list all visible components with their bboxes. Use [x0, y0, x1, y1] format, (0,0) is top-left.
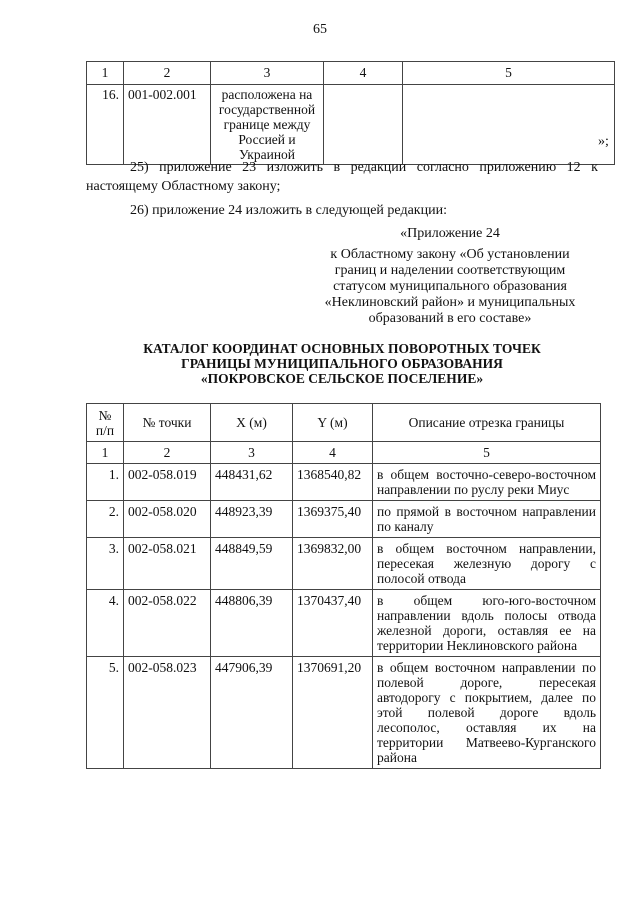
- y-coordinate: 1370437,40: [293, 590, 373, 657]
- segment-description: в общем восточно-северо-восточном направлении по руслу реки Миус: [373, 464, 601, 501]
- table-row: [87, 657, 601, 769]
- row-description: расположена на государственной границе между Россией и Украиной: [211, 85, 324, 165]
- header-cell: 4: [324, 62, 403, 85]
- appendix-line: границ и наделении соответствующим: [334, 263, 566, 278]
- header-cell: 2: [124, 62, 211, 85]
- row-number: 1.: [87, 464, 124, 501]
- column-number: 4: [293, 442, 373, 464]
- catalog-title: [86, 341, 598, 386]
- header-cell: 5: [403, 62, 615, 85]
- catalog-header-row: [87, 404, 601, 442]
- x-coordinate: 448849,59: [211, 538, 293, 590]
- catalog-title-line: ГРАНИЦЫ МУНИЦИПАЛЬНОГО ОБРАЗОВАНИЯ: [181, 356, 503, 371]
- point-code: 002-058.023: [124, 657, 211, 769]
- segment-description: по прямой в восточном направлении по каналу: [373, 501, 601, 538]
- point-code: 002-058.020: [124, 501, 211, 538]
- appendix-subtitle: [300, 247, 600, 327]
- row-number: 2.: [87, 501, 124, 538]
- y-coordinate: 1369375,40: [293, 501, 373, 538]
- x-coordinate: 448923,39: [211, 501, 293, 538]
- x-coordinate: 448431,62: [211, 464, 293, 501]
- y-coordinate: 1370691,20: [293, 657, 373, 769]
- header-num-line1: №: [98, 407, 112, 423]
- header-cell: 1: [87, 62, 124, 85]
- row-number: 5.: [87, 657, 124, 769]
- catalog-title-line: КАТАЛОГ КООРДИНАТ ОСНОВНЫХ ПОВОРОТНЫХ ТОЧЕК: [143, 341, 541, 356]
- appendix-line: образований в его составе»: [368, 311, 532, 326]
- column-number: 5: [373, 442, 601, 464]
- row-number: 16.: [87, 85, 124, 165]
- column-number: 2: [124, 442, 211, 464]
- table-row: [87, 538, 601, 590]
- top-table-header: [87, 62, 615, 85]
- appendix-line: статусом муниципального образования: [333, 279, 567, 294]
- empty-cell: [324, 85, 403, 165]
- segment-description: в общем юго-юго-восточном направлении вдоль полосы отвода железной дороги, оставляя ее на территории Неклиновского района: [373, 590, 601, 657]
- catalog-table: [86, 403, 601, 769]
- point-code: 002-058.021: [124, 538, 211, 590]
- column-number-row: [87, 442, 601, 464]
- row-number: 4.: [87, 590, 124, 657]
- header-num-line2: п/п: [95, 422, 115, 438]
- appendix-line: «Неклиновский район» и муниципальных: [324, 295, 576, 310]
- header-x: X (м): [211, 404, 293, 442]
- x-coordinate: 448806,39: [211, 590, 293, 657]
- table-row: [87, 501, 601, 538]
- top-table: [86, 61, 615, 165]
- x-coordinate: 447906,39: [211, 657, 293, 769]
- y-coordinate: 1369832,00: [293, 538, 373, 590]
- point-code: 001-002.001: [124, 85, 211, 165]
- header-point: № точки: [124, 404, 211, 442]
- page-number: 65: [313, 22, 327, 37]
- point-code: 002-058.019: [124, 464, 211, 501]
- table-row: [87, 464, 601, 501]
- segment-description: в общем восточном направлении по полевой дороге, пересекая автодорогу с покрытием, далее по этой полевой дороге вдоль лесополос, оставляя их на территории Матвеево-Курганского района: [373, 657, 601, 769]
- paragraph-26: 26) приложение 24 изложить в следующей редакции:: [130, 203, 447, 218]
- closing-quote-mark: »;: [598, 134, 609, 149]
- empty-cell: [403, 85, 615, 165]
- header-cell: 3: [211, 62, 324, 85]
- header-description: Описание отрезка границы: [373, 404, 601, 442]
- y-coordinate: 1368540,82: [293, 464, 373, 501]
- header-num: [87, 404, 124, 442]
- appendix-heading: «Приложение 24: [400, 226, 500, 241]
- column-number: 1: [87, 442, 124, 464]
- row-number: 3.: [87, 538, 124, 590]
- point-code: 002-058.022: [124, 590, 211, 657]
- paragraph-25: 25) приложение 23 изложить в редакции согласно приложению 12 к настоящему Областному закону;: [86, 160, 598, 194]
- table-row: [87, 590, 601, 657]
- catalog-title-line: «ПОКРОВСКОЕ СЕЛЬСКОЕ ПОСЕЛЕНИЕ»: [200, 371, 484, 386]
- segment-description: в общем восточном направлении, пересекая железную дорогу с полосой отвода: [373, 538, 601, 590]
- header-y: Y (м): [293, 404, 373, 442]
- column-number: 3: [211, 442, 293, 464]
- appendix-line: к Областному закону «Об установлении: [330, 247, 570, 262]
- table-row: [87, 85, 615, 165]
